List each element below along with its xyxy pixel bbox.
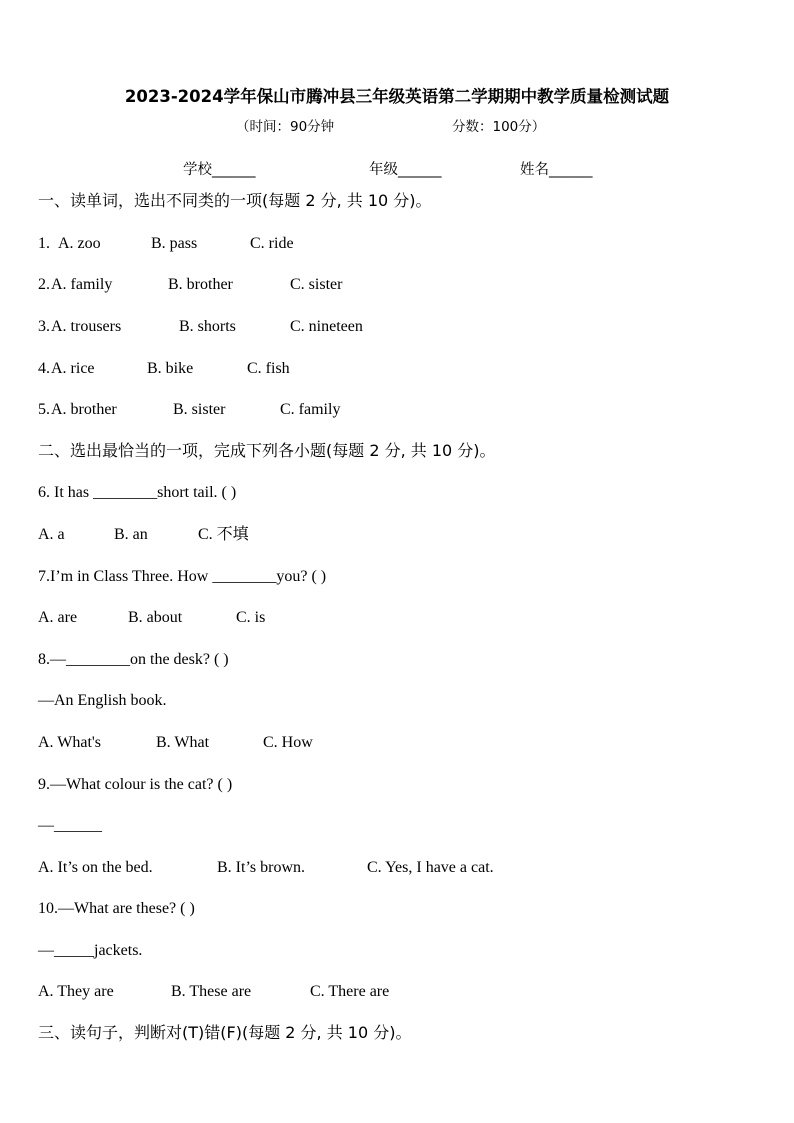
option-b: B. an [114,526,148,543]
option-c: C. ride [250,235,294,252]
option-a: A. are [38,609,78,626]
question-number: 1. [38,235,50,252]
option-a: A. It’s on the bed. [38,859,153,876]
question-number: 4. [38,360,50,377]
exam-time: （时间：90分钟 [236,119,335,135]
option-c: C. How [263,734,313,751]
question-stem: 6. It has ________short tail. ( ) [38,484,237,501]
question-number: 3. [38,318,50,335]
option-a: A. rice [51,360,95,377]
option-a: A. They are [38,983,114,1000]
question-number: 2. [38,276,50,293]
question-stem: 7.I’m in Class Three. How ________you? ( ) [38,568,327,585]
name-field: 姓名______ [520,162,593,178]
option-c: C. There are [310,983,390,1000]
answer-line: —______ [38,817,102,834]
option-a: A. brother [51,401,117,418]
option-c: C. sister [290,276,343,293]
option-c: C. nineteen [290,318,363,335]
option-b: B. sister [173,401,226,418]
option-b: B. brother [168,276,233,293]
school-field: 学校______ [183,162,256,178]
option-a: A. trousers [51,318,122,335]
section-2-heading: 二、选出最恰当的一项，完成下列各小题(每题 2 分, 共 10 分)。 [38,441,496,460]
question-stem: 9.—What colour is the cat? ( ) [38,776,233,793]
option-c: C. Yes, I have a cat. [367,859,494,876]
section-3-heading: 三、读句子，判断对(T)错(F)(每题 2 分, 共 10 分)。 [38,1023,412,1042]
option-a: A. zoo [58,235,101,252]
answer-line: —An English book. [38,692,167,709]
question-number: 5. [38,401,50,418]
option-b: B. What [156,734,210,751]
option-b: B. These are [171,983,252,1000]
option-c: C. 不填 [198,526,249,543]
option-b: B. pass [151,235,198,252]
question-stem: 8.—________on the desk? ( ) [38,651,229,668]
option-a: A. family [51,276,113,293]
option-a: A. What's [38,734,102,751]
option-b: B. shorts [179,318,236,335]
option-a: A. a [38,526,65,543]
section-1-heading: 一、读单词，选出不同类的一项(每题 2 分, 共 10 分)。 [38,191,432,210]
option-b: B. bike [147,360,194,377]
option-b: B. about [128,609,183,626]
option-c: C. is [236,609,266,626]
option-b: B. It’s brown. [217,859,305,876]
exam-title: 2023-2024学年保山市腾冲县三年级英语第二学期期中教学质量检测试题 [124,87,670,106]
option-c: C. fish [247,360,290,377]
exam-score: 分数：100分） [452,119,546,135]
question-stem: 10.—What are these? ( ) [38,900,195,917]
option-c: C. family [280,401,341,418]
grade-field: 年级______ [369,162,442,178]
answer-line: —_____jackets. [38,942,143,959]
